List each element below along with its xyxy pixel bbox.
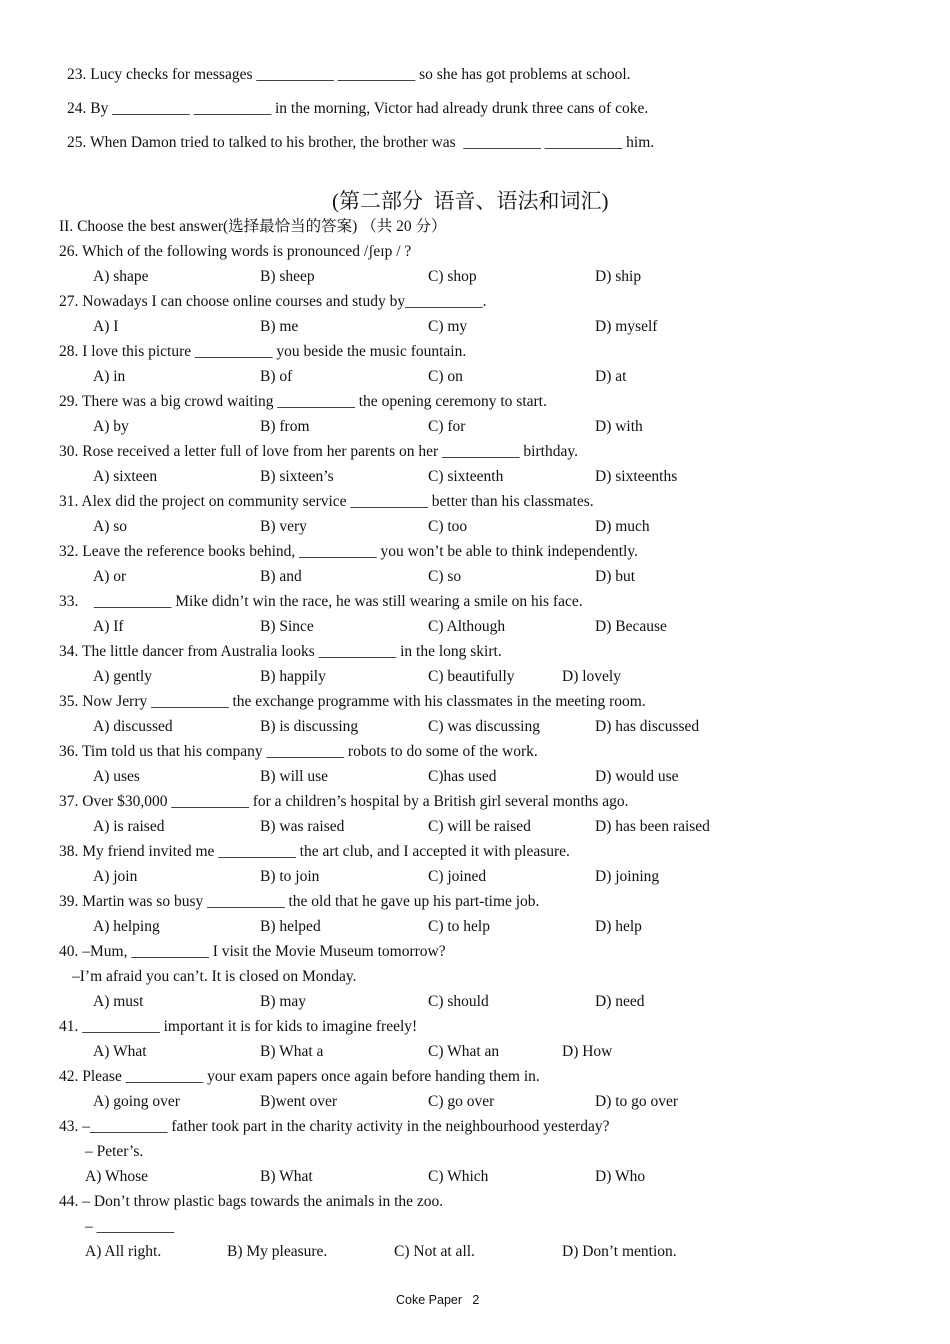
answer-option: A) is raised xyxy=(93,818,165,835)
answer-option: B) was raised xyxy=(260,818,345,835)
answer-option: A) helping xyxy=(93,918,160,935)
section-instruction: II. Choose the best answer(选择最恰当的答案) （共 20 分） xyxy=(59,218,447,235)
answer-option: C) Which xyxy=(428,1168,489,1185)
answer-option: D) joining xyxy=(595,868,660,885)
question-stem: 32. Leave the reference books behind, __________ you won’t be able to think independently. xyxy=(59,543,638,560)
question-25: 25. When Damon tried to talked to his brother, the brother was __________ __________ him. xyxy=(67,134,655,151)
answer-option: C) on xyxy=(428,368,463,385)
answer-option: C) too xyxy=(428,518,468,535)
answer-option: B)went over xyxy=(260,1093,338,1110)
answer-option: C) beautifully xyxy=(428,668,515,685)
answer-option: D) has discussed xyxy=(595,718,700,735)
question-stem: 44. – Don’t throw plastic bags towards the animals in the zoo. xyxy=(59,1193,444,1210)
part-title: (第二部分 语音、语法和词汇) xyxy=(332,189,609,213)
answer-option: A) Whose xyxy=(85,1168,148,1185)
question-stem: 35. Now Jerry __________ the exchange programme with his classmates in the meeting room. xyxy=(59,693,646,710)
answer-option: A) must xyxy=(93,993,144,1010)
page-footer: Coke Paper 2 xyxy=(396,1293,480,1307)
answer-option: D) at xyxy=(595,368,627,385)
answer-option: C) What an xyxy=(428,1043,500,1060)
answer-option: D) would use xyxy=(595,768,679,785)
answer-option: D) Because xyxy=(595,618,667,635)
answer-option: C) shop xyxy=(428,268,477,285)
answer-option: A) All right. xyxy=(85,1243,162,1260)
answer-option: B) helped xyxy=(260,918,321,935)
answer-option: A) gently xyxy=(93,668,152,685)
answer-option: B) sheep xyxy=(260,268,315,285)
answer-option: C) joined xyxy=(428,868,487,885)
answer-option: A) in xyxy=(93,368,126,385)
answer-option: D) sixteenths xyxy=(595,468,678,485)
answer-option: C) so xyxy=(428,568,462,585)
answer-option: A) What xyxy=(93,1043,147,1060)
answer-option: A) If xyxy=(93,618,124,635)
answer-option: B) sixteen’s xyxy=(260,468,334,485)
answer-option: B) will use xyxy=(260,768,329,785)
question-stem: 38. My friend invited me __________ the art club, and I accepted it with pleasure. xyxy=(59,843,570,860)
answer-option: B) may xyxy=(260,993,307,1010)
answer-option: A) going over xyxy=(93,1093,180,1110)
answer-option: D) Who xyxy=(595,1168,646,1185)
question-stem: 33. __________ Mike didn’t win the race, he was still wearing a smile on his face. xyxy=(59,593,583,610)
answer-option: D) ship xyxy=(595,268,642,285)
answer-option: B) Since xyxy=(260,618,314,635)
question-stem-line2: – __________ xyxy=(85,1218,175,1235)
answer-option: B) happily xyxy=(260,668,326,685)
question-stem: 28. I love this picture __________ you beside the music fountain. xyxy=(59,343,467,360)
answer-option: D) has been raised xyxy=(595,818,710,835)
answer-option: D) Don’t mention. xyxy=(562,1243,677,1260)
answer-option: A) join xyxy=(93,868,138,885)
question-stem: 30. Rose received a letter full of love from her parents on her __________ birthday. xyxy=(59,443,578,460)
answer-option: D) need xyxy=(595,993,645,1010)
answer-option: B) is discussing xyxy=(260,718,359,735)
answer-option: A) I xyxy=(93,318,119,335)
answer-option: C) sixteenth xyxy=(428,468,504,485)
answer-option: A) so xyxy=(93,518,128,535)
question-stem: 27. Nowadays I can choose online courses and study by__________. xyxy=(59,293,487,310)
question-stem: 26. Which of the following words is pronounced /ʃeɪp / ? xyxy=(59,243,412,260)
question-stem: 36. Tim told us that his company __________ robots to do some of the work. xyxy=(59,743,538,760)
answer-option: B) What a xyxy=(260,1043,324,1060)
answer-option: A) discussed xyxy=(93,718,173,735)
answer-option: C) to help xyxy=(428,918,490,935)
answer-option: D) lovely xyxy=(562,668,621,685)
answer-option: A) by xyxy=(93,418,129,435)
answer-option: C) was discussing xyxy=(428,718,540,735)
answer-option: C) go over xyxy=(428,1093,495,1110)
answer-option: D) but xyxy=(595,568,636,585)
answer-option: B) and xyxy=(260,568,302,585)
question-stem: 42. Please __________ your exam papers once again before handing them in. xyxy=(59,1068,540,1085)
answer-option: C) Not at all. xyxy=(394,1243,475,1260)
answer-option: C) will be raised xyxy=(428,818,531,835)
answer-option: D) help xyxy=(595,918,642,935)
answer-option: A) sixteen xyxy=(93,468,158,485)
question-stem-line2: –I’m afraid you can’t. It is closed on Monday. xyxy=(72,968,357,985)
answer-option: D) much xyxy=(595,518,650,535)
answer-option: D) How xyxy=(562,1043,613,1060)
answer-option: B) from xyxy=(260,418,310,435)
answer-option: C) should xyxy=(428,993,489,1010)
answer-option: D) with xyxy=(595,418,643,435)
question-stem: 40. –Mum, __________ I visit the Movie Museum tomorrow? xyxy=(59,943,446,960)
answer-option: A) or xyxy=(93,568,127,585)
answer-option: B) me xyxy=(260,318,299,335)
question-stem: 39. Martin was so busy __________ the old that he gave up his part-time job. xyxy=(59,893,540,910)
question-23: 23. Lucy checks for messages __________ __________ so she has got problems at school. xyxy=(67,66,631,83)
question-stem: 29. There was a big crowd waiting __________ the opening ceremony to start. xyxy=(59,393,547,410)
answer-option: A) uses xyxy=(93,768,140,785)
question-24: 24. By __________ __________ in the morning, Victor had already drunk three cans of coke. xyxy=(67,100,649,117)
answer-option: B) to join xyxy=(260,868,320,885)
question-stem-line2: – Peter’s. xyxy=(85,1143,144,1160)
answer-option: C) my xyxy=(428,318,468,335)
answer-option: D) myself xyxy=(595,318,658,335)
answer-option: C) for xyxy=(428,418,466,435)
answer-option: B) My pleasure. xyxy=(227,1243,328,1260)
question-stem: 43. –__________ father took part in the charity activity in the neighbourhood yesterday? xyxy=(59,1118,610,1135)
question-stem: 34. The little dancer from Australia looks __________ in the long skirt. xyxy=(59,643,502,660)
answer-option: C) Although xyxy=(428,618,506,635)
answer-option: B) very xyxy=(260,518,307,535)
answer-option: A) shape xyxy=(93,268,149,285)
question-stem: 41. __________ important it is for kids to imagine freely! xyxy=(59,1018,418,1035)
question-stem: 31. Alex did the project on community service __________ better than his classmates. xyxy=(59,493,594,510)
answer-option: B) What xyxy=(260,1168,313,1185)
answer-option: C)has used xyxy=(428,768,497,785)
question-stem: 37. Over $30,000 __________ for a children’s hospital by a British girl several months ago. xyxy=(59,793,629,810)
answer-option: D) to go over xyxy=(595,1093,679,1110)
answer-option: B) of xyxy=(260,368,293,385)
